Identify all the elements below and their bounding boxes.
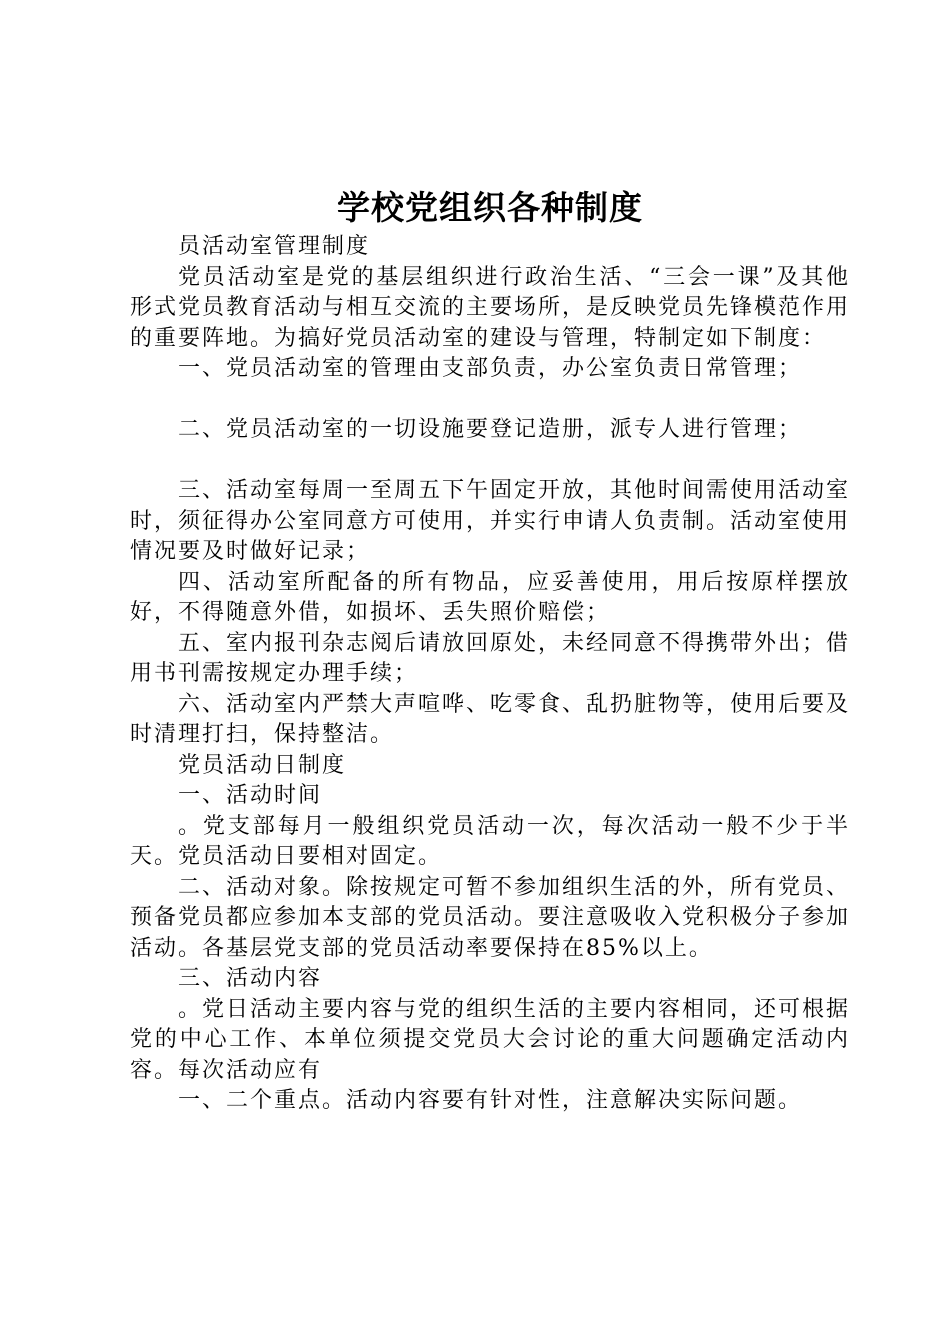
- paragraph-intro: 党员活动室是党的基层组织进行政治生活、“三会一课”及其他形式党员教育活动与相互交流的主要场所，是反映党员先锋模范作用的重要阵地。为搞好党员活动室的建设与管理，特制定如下制度：: [130, 264, 851, 351]
- paragraph-activity-focus: 一、二个重点。活动内容要有针对性，注意解决实际问题。: [178, 1088, 803, 1113]
- subheading-activity-time: 一、活动时间: [178, 783, 323, 808]
- blank-line: [130, 446, 850, 477]
- document-title: 学校党组织各种制度: [337, 188, 643, 227]
- rule-item-6: 六、活动室内严禁大声喧哗、吃零食、乱扔脏物等，使用后要及时清理打扫，保持整洁。: [130, 691, 851, 747]
- paragraph-activity-content: 。党日活动主要内容与党的组织生活的主要内容相同，还可根据党的中心工作、本单位须提交党员大会讨论的重大问题确定活动内容。每次活动应有: [130, 996, 851, 1083]
- rule-item-1: 一、党员活动室的管理由支部负责，办公室负责日常管理；: [178, 356, 803, 381]
- section-heading-activity-room: 员活动室管理制度: [178, 234, 371, 259]
- rule-item-3: 三、活动室每周一至周五下午固定开放，其他时间需使用活动室时，须征得办公室同意方可使用，并实行申请人负责制。活动室使用情况要及时做好记录；: [130, 478, 851, 564]
- rule-item-5: 五、室内报刊杂志阅后请放回原处，未经同意不得携带外出；借用书刊需按规定办理手续；: [130, 630, 851, 686]
- rule-item-4: 四、活动室所配备的所有物品，应妥善使用，用后按原样摆放好，不得随意外借，如损坏、丢失照价赔偿；: [130, 569, 850, 625]
- rule-item-2: 二、党员活动室的一切设施要登记造册，派专人进行管理；: [178, 417, 803, 442]
- paragraph-activity-targets: 二、活动对象。除按规定可暂不参加组织生活的外，所有党员、预备党员都应参加本支部的党员活动。要注意吸收入党积极分子参加活动。各基层党支部的党员活动率要保持在85%以上。: [130, 874, 851, 961]
- paragraph-activity-time: 。党支部每月一般组织党员活动一次，每次活动一般不少于半天。党员活动日要相对固定。: [130, 813, 850, 869]
- section-heading-activity-day: 党员活动日制度: [178, 752, 347, 778]
- subheading-activity-content: 三、活动内容: [178, 966, 323, 991]
- document-body: [130, 232, 850, 1117]
- blank-line: [130, 385, 850, 416]
